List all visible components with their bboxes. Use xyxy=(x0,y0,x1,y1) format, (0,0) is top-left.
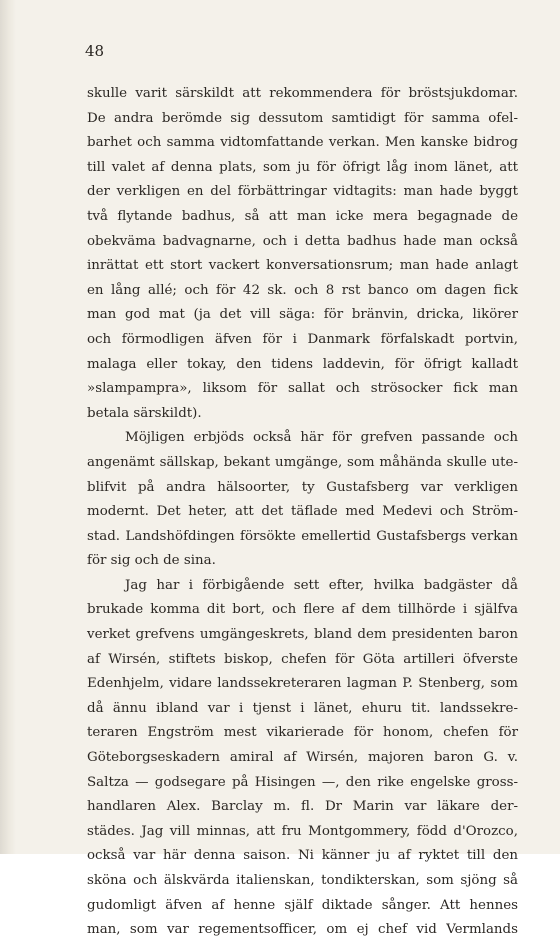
text-line: då ännu ibland var i tjenst i länet, ehuru tit. landssekre- xyxy=(87,700,518,716)
text-line: der verkligen en del förbättringar vidtagits: man hade byggt xyxy=(87,184,518,200)
text-line: Göteborgseskadern amiral af Wirsén, majoren baron G. v. xyxy=(87,750,518,766)
text-line: också var här denna saison. Ni känner ju af ryktet till den xyxy=(87,848,518,864)
text-line: sköna och älskvärda italienskan, tondikterskan, som sjöng så xyxy=(87,873,518,888)
text-line: »slampampra», liksom för sallat och strösocker fick man xyxy=(87,381,518,397)
text-line: brukade komma dit bort, och flere af dem tillhörde i själfva xyxy=(87,602,518,618)
body-text xyxy=(87,82,518,943)
text-line: en lång allé; och för 42 sk. och 8 rst banco om dagen fick xyxy=(87,282,518,298)
text-line: Saltza — godsegare på Hisingen —, den rike engelske gross- xyxy=(87,774,518,790)
text-line: Jag har i förbigående sett efter, hvilka badgäster då xyxy=(125,577,518,593)
text-line: man, som var regementsofficer, om ej chef vid Vermlands xyxy=(87,922,518,938)
text-line: till valet af denna plats, som ju för öfrigt låg inom länet, att xyxy=(87,159,518,175)
text-line: två flytande badhus, så att man icke mera begagnade de xyxy=(87,208,518,224)
text-line: betala särskildt). xyxy=(87,405,202,421)
text-line: skulle varit särskildt att rekommendera för bröstsjukdomar. xyxy=(87,86,518,101)
text-line: De andra berömde sig dessutom samtidigt för samma ofel- xyxy=(87,110,518,126)
text-line: verket grefvens umgängeskrets, bland dem presidenten baron xyxy=(87,627,518,643)
binding-shadow xyxy=(0,0,16,854)
text-line: blifvit på andra hälsoorter, ty Gustafsberg var verkligen xyxy=(87,479,518,495)
text-line: gudomligt äfven af henne själf diktade sånger. Att hennes xyxy=(87,897,518,913)
text-line: man god mat (ja det vill säga: för bränvin, dricka, likörer xyxy=(87,307,518,323)
text-line: Möjligen erbjöds också här för grefven passande och xyxy=(125,430,518,446)
text-line: inrättat ett stort vackert konversationsrum; man hade anlagt xyxy=(87,258,518,274)
text-line: Edenhjelm, vidare landssekreteraren lagman P. Stenberg, som xyxy=(87,676,518,692)
text-line: malaga eller tokay, den tidens laddevin, för öfrigt kalladt xyxy=(87,356,518,372)
text-line: handlaren Alex. Barclay m. fl. Dr Marin var läkare der- xyxy=(87,799,518,815)
text-line: obekväma badvagnarne, och i detta badhus hade man också xyxy=(87,233,518,249)
text-line: stad. Landshöfdingen försökte emellertid Gustafsbergs verkan xyxy=(87,528,518,544)
text-line: modernt. Det heter, att det täflade med Medevi och Ström- xyxy=(87,504,518,520)
text-line: angenämt sällskap, bekant umgänge, som måhända skulle ute- xyxy=(87,454,518,470)
text-line: städes. Jag vill minnas, att fru Montgommery, född d'Orozco, xyxy=(87,823,518,839)
text-line: teraren Engström mest vikarierade för honom, chefen för xyxy=(87,725,518,741)
page-number: 48 xyxy=(85,42,105,60)
text-line: barhet och samma vidtomfattande verkan. Men kanske bidrog xyxy=(87,135,518,151)
text-line: af Wirsén, stiftets biskop, chefen för Göta artilleri öfverste xyxy=(87,651,518,667)
text-line: för sig och de sina. xyxy=(87,553,216,569)
text-line: och förmodligen äfven för i Danmark förfalskadt portvin, xyxy=(87,331,518,347)
